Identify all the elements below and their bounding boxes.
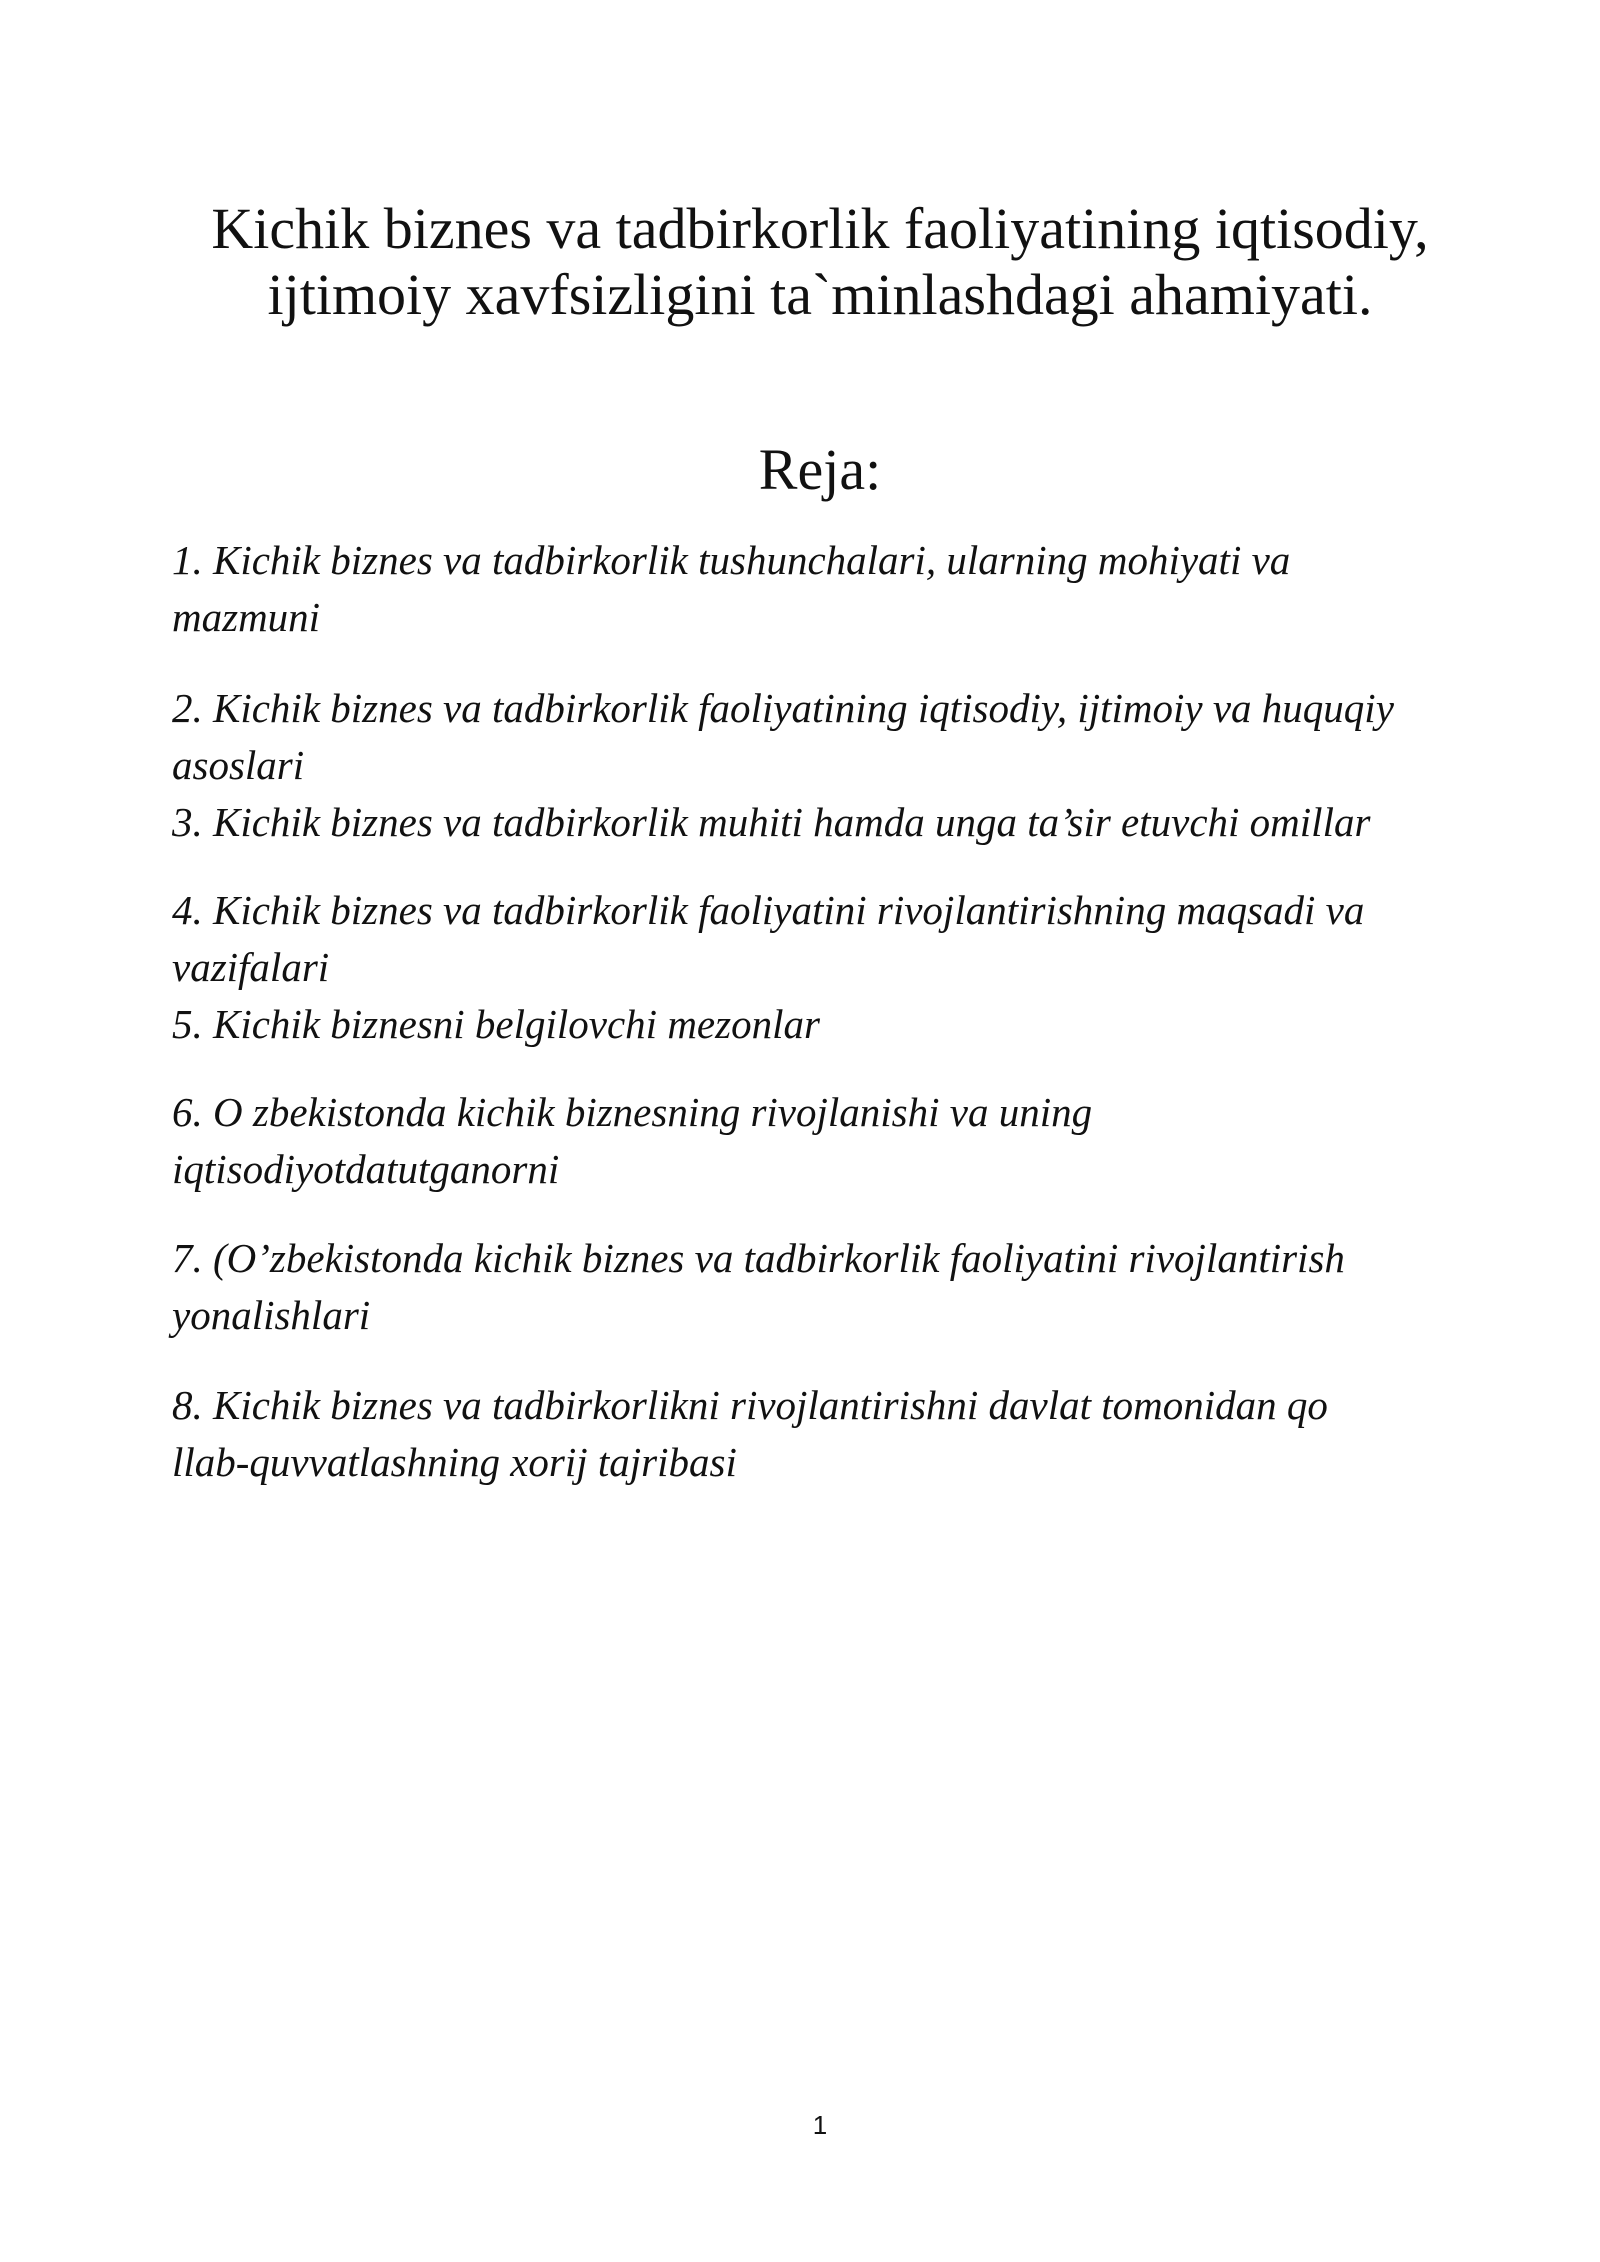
- plan-item-line: 4. Kichik biznes va tadbirkorlik faoliyatini rivojlantirishning maqsadi va: [172, 887, 1365, 933]
- plan-item-line: 1. Kichik biznes va tadbirkorlik tushunchalari, ularning mohiyati va: [172, 537, 1291, 583]
- document-title: [120, 196, 1520, 328]
- plan-item: [172, 680, 1472, 794]
- plan-item: [172, 996, 1472, 1053]
- document-title-line: ijtimoiy xavfsizligini ta`minlashdagi ahamiyati.: [267, 262, 1373, 327]
- plan-item: [172, 794, 1472, 851]
- page-number: 1: [812, 2110, 828, 2140]
- plan-item-line: iqtisodiyotdatutganorni: [172, 1146, 560, 1192]
- plan-item: [172, 532, 1472, 646]
- plan-heading: Reja:: [758, 437, 882, 502]
- plan-item-line: llab-quvvatlashning xorij tajribasi: [172, 1439, 737, 1485]
- document-title-line: Kichik biznes va tadbirkorlik faoliyatining iqtisodiy,: [211, 196, 1429, 261]
- plan-item: [172, 1084, 1472, 1198]
- plan-item-line: 8. Kichik biznes va tadbirkorlikni rivojlantirishni davlat tomonidan qo: [172, 1382, 1328, 1428]
- plan-item-line: 2. Kichik biznes va tadbirkorlik faoliyatining iqtisodiy, ijtimoiy va huquqiy: [172, 685, 1394, 731]
- plan-item-line: vazifalari: [172, 944, 330, 990]
- plan-item-line: mazmuni: [172, 594, 321, 640]
- plan-item: [172, 882, 1472, 996]
- plan-item-line: yonalishlari: [172, 1292, 371, 1338]
- plan-item: [172, 1230, 1472, 1344]
- plan-item: [172, 1377, 1472, 1491]
- plan-item-line: 3. Kichik biznes va tadbirkorlik muhiti hamda unga ta’sir etuvchi omillar: [172, 799, 1371, 845]
- plan-item-line: 7. (O’zbekistonda kichik biznes va tadbirkorlik faoliyatini rivojlantirish: [172, 1235, 1345, 1281]
- plan-item-line: 5. Kichik biznesni belgilovchi mezonlar: [172, 1001, 820, 1047]
- plan-item-line: asoslari: [172, 742, 305, 788]
- plan-item-line: 6. O zbekistonda kichik biznesning rivojlanishi va uning: [172, 1089, 1093, 1135]
